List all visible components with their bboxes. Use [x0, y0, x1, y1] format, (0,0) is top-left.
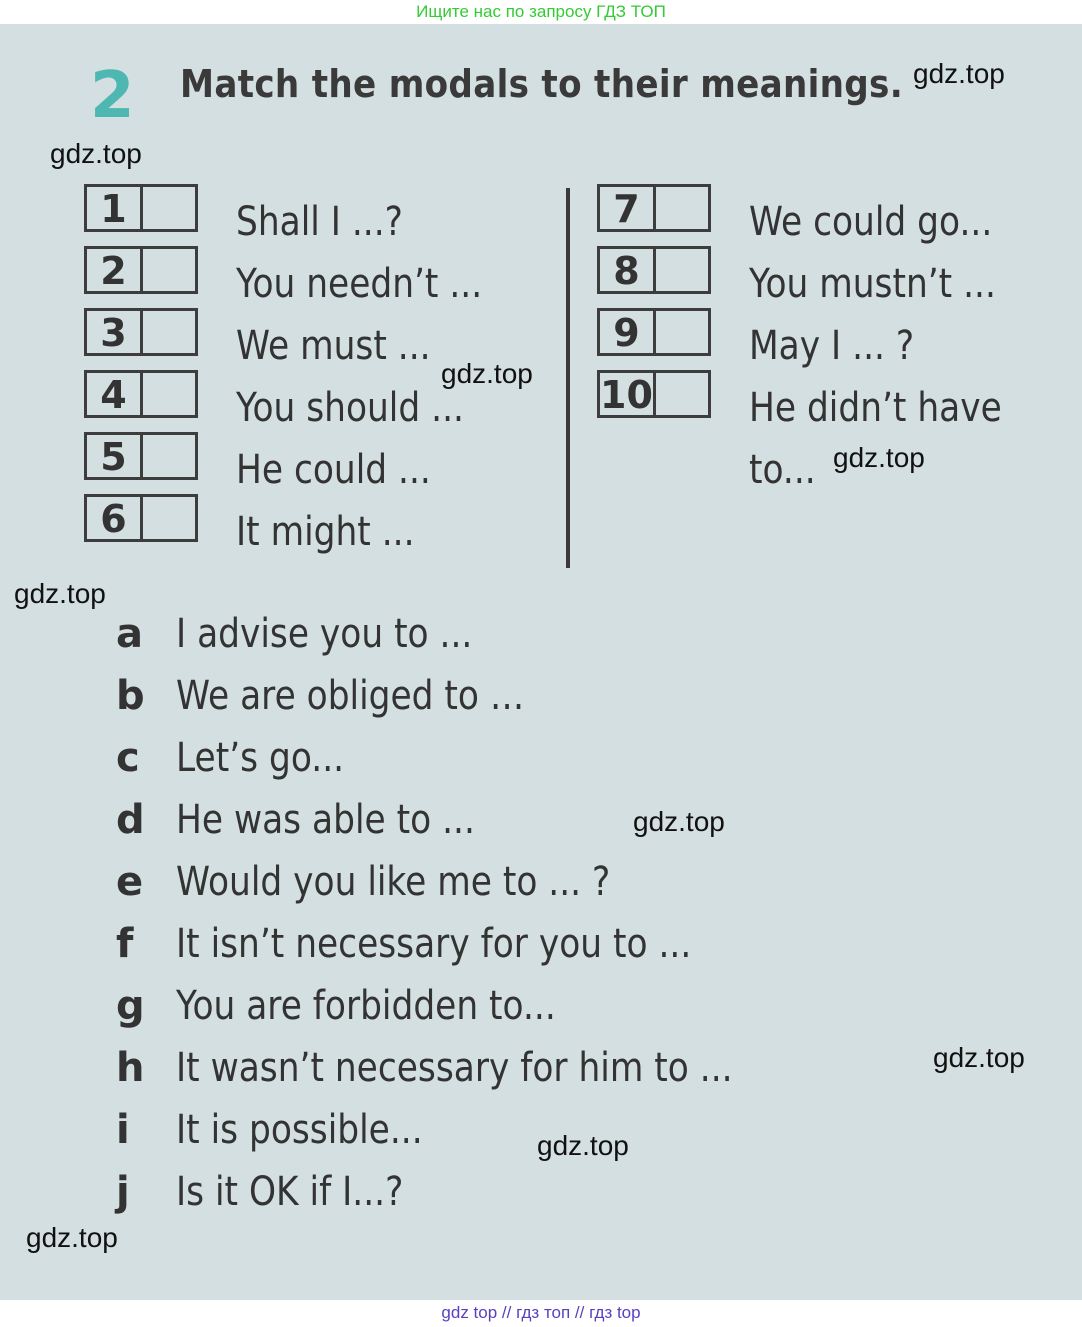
meaning-text: Let’s go...	[176, 735, 345, 781]
meaning-text: It wasn’t necessary for him to ...	[176, 1045, 733, 1091]
meaning-text: Is it OK if I...?	[176, 1169, 404, 1215]
item-number: 10	[600, 373, 656, 415]
bottom-banner[interactable]: gdz top // гдз топ // гдз top	[0, 1300, 1082, 1327]
modal-phrase: It might ...	[236, 509, 415, 555]
answer-slot[interactable]	[143, 187, 195, 229]
exercise-title: Match the modals to their meanings.	[180, 62, 903, 106]
answer-slot[interactable]	[143, 311, 195, 353]
watermark: gdz.top	[14, 578, 106, 609]
meaning-letter: e	[116, 859, 144, 905]
modal-phrase: He didn’t have	[749, 385, 1002, 431]
answer-box-5[interactable]	[84, 432, 198, 480]
modal-phrase: We must ...	[236, 323, 431, 369]
meaning-letter: i	[116, 1107, 130, 1153]
answer-slot[interactable]	[656, 187, 708, 229]
modal-phrase: Shall I ...?	[236, 199, 403, 245]
modal-phrase: You needn’t ...	[236, 261, 483, 307]
answer-slot[interactable]	[656, 311, 708, 353]
item-number: 8	[600, 249, 656, 291]
modal-phrase: You mustn’t ...	[749, 261, 996, 307]
answer-box-10[interactable]	[597, 370, 711, 418]
answer-box-2[interactable]	[84, 246, 198, 294]
watermark: gdz.top	[833, 442, 925, 473]
modal-phrase-continued: to...	[749, 447, 816, 493]
meaning-text: Would you like me to ... ?	[176, 859, 611, 905]
textbook-page	[0, 24, 1082, 1300]
meaning-letter: g	[116, 983, 145, 1029]
answer-slot[interactable]	[143, 435, 195, 477]
item-number: 2	[87, 249, 143, 291]
modal-phrase: May I ... ?	[749, 323, 915, 369]
meaning-letter: j	[116, 1169, 130, 1215]
meaning-text: We are obliged to …	[176, 673, 525, 719]
answer-slot[interactable]	[656, 249, 708, 291]
watermark: gdz.top	[933, 1042, 1025, 1073]
answer-slot[interactable]	[656, 373, 708, 415]
item-number: 9	[600, 311, 656, 353]
column-divider	[566, 188, 570, 568]
answer-box-9[interactable]	[597, 308, 711, 356]
meaning-letter: d	[116, 797, 145, 843]
item-number: 6	[87, 497, 143, 539]
answer-slot[interactable]	[143, 373, 195, 415]
meaning-text: It is possible...	[176, 1107, 423, 1153]
meaning-letter: b	[116, 673, 145, 719]
answer-slot[interactable]	[143, 497, 195, 539]
watermark: gdz.top	[50, 138, 142, 169]
answer-box-6[interactable]	[84, 494, 198, 542]
item-number: 5	[87, 435, 143, 477]
answer-box-7[interactable]	[597, 184, 711, 232]
answer-box-3[interactable]	[84, 308, 198, 356]
modal-phrase: You should ...	[236, 385, 464, 431]
modal-phrase: We could go...	[749, 199, 993, 245]
answer-box-4[interactable]	[84, 370, 198, 418]
meaning-text: You are forbidden to...	[176, 983, 556, 1029]
modal-phrase: He could ...	[236, 447, 431, 493]
item-number: 3	[87, 311, 143, 353]
meaning-text: I advise you to ...	[176, 611, 473, 657]
answer-box-8[interactable]	[597, 246, 711, 294]
watermark: gdz.top	[913, 58, 1005, 89]
meaning-text: It isn’t necessary for you to ...	[176, 921, 692, 967]
meaning-text: He was able to ...	[176, 797, 475, 843]
meaning-letter: f	[116, 921, 134, 967]
item-number: 4	[87, 373, 143, 415]
meaning-letter: c	[116, 735, 140, 781]
answer-box-1[interactable]	[84, 184, 198, 232]
exercise-number: 2	[90, 59, 135, 133]
item-number: 7	[600, 187, 656, 229]
meaning-letter: a	[116, 611, 143, 657]
meaning-letter: h	[116, 1045, 145, 1091]
watermark: gdz.top	[633, 806, 725, 837]
watermark: gdz.top	[537, 1130, 629, 1161]
watermark: gdz.top	[441, 358, 533, 389]
top-banner[interactable]: Ищите нас по запросу ГДЗ ТОП	[0, 0, 1082, 24]
item-number: 1	[87, 187, 143, 229]
watermark: gdz.top	[26, 1222, 118, 1253]
answer-slot[interactable]	[143, 249, 195, 291]
